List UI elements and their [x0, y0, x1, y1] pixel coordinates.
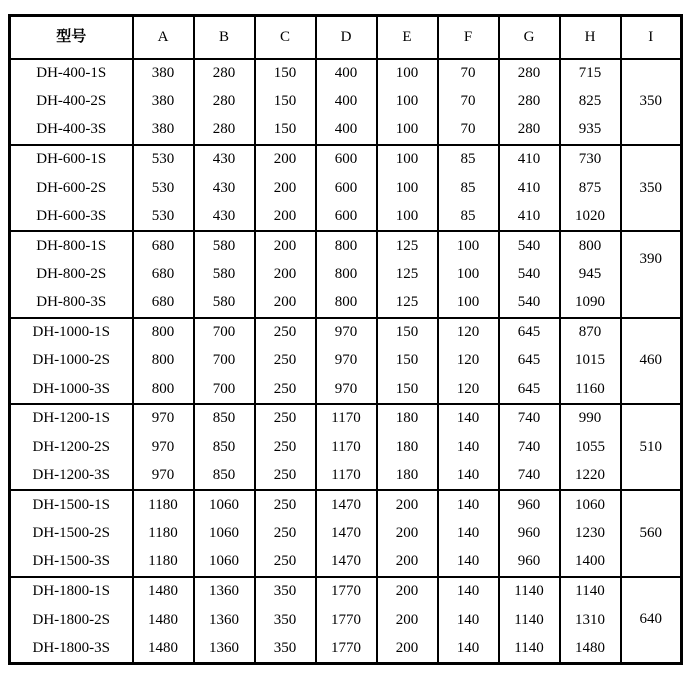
value-cell: 280 [194, 59, 255, 88]
value-cell: 645 [499, 375, 560, 404]
value-cell: 430 [194, 174, 255, 203]
value-cell: 350 [255, 606, 316, 635]
value-cell: 1160 [560, 375, 621, 404]
header-cell-a: A [133, 16, 194, 59]
value-cell: 970 [316, 318, 377, 347]
value-cell: 1180 [133, 548, 194, 577]
value-cell: 540 [499, 289, 560, 318]
table-row [10, 404, 682, 433]
value-cell: 870 [560, 318, 621, 347]
value-cell: 85 [438, 145, 499, 174]
value-cell: 410 [499, 202, 560, 231]
table-row [10, 606, 682, 635]
model-cell: DH-600-1S [10, 145, 133, 174]
value-cell: 140 [438, 490, 499, 519]
model-cell: DH-1500-1S [10, 490, 133, 519]
value-cell: 70 [438, 116, 499, 145]
header-cell-i: I [621, 16, 682, 59]
model-cell: DH-600-3S [10, 202, 133, 231]
table-row [10, 116, 682, 145]
model-cell: DH-1200-2S [10, 433, 133, 462]
value-cell: 200 [377, 606, 438, 635]
value-cell: 1400 [560, 548, 621, 577]
table-row [10, 174, 682, 203]
table-row [10, 202, 682, 231]
value-cell: 200 [377, 548, 438, 577]
value-cell: 250 [255, 519, 316, 548]
value-cell: 100 [438, 289, 499, 318]
value-cell: 800 [316, 260, 377, 289]
value-cell: 600 [316, 145, 377, 174]
value-cell: 250 [255, 548, 316, 577]
model-cell: DH-1000-2S [10, 346, 133, 375]
value-cell: 1360 [194, 634, 255, 663]
value-cell: 1770 [316, 606, 377, 635]
value-cell: 1470 [316, 548, 377, 577]
value-cell: 140 [438, 606, 499, 635]
table-row [10, 318, 682, 347]
spec-table [8, 14, 683, 665]
table-row [10, 490, 682, 519]
value-cell: 945 [560, 260, 621, 289]
spec-table-wrap [8, 14, 683, 665]
value-cell: 740 [499, 462, 560, 491]
value-cell: 850 [194, 433, 255, 462]
group-dh1000 [10, 318, 682, 404]
value-cell: 800 [316, 231, 377, 260]
value-cell: 100 [377, 174, 438, 203]
header-cell-f: F [438, 16, 499, 59]
table-row [10, 519, 682, 548]
value-cell: 1180 [133, 519, 194, 548]
model-cell: DH-400-3S [10, 116, 133, 145]
value-cell: 800 [133, 346, 194, 375]
value-cell: 200 [255, 260, 316, 289]
model-cell: DH-800-1S [10, 231, 133, 260]
group-dh1500 [10, 490, 682, 576]
value-cell: 430 [194, 145, 255, 174]
value-cell: 1140 [499, 606, 560, 635]
model-cell: DH-1800-2S [10, 606, 133, 635]
value-cell: 1060 [560, 490, 621, 519]
value-cell: 125 [377, 289, 438, 318]
value-cell: 125 [377, 231, 438, 260]
value-cell: 580 [194, 289, 255, 318]
group-dh1200 [10, 404, 682, 490]
value-cell: 140 [438, 634, 499, 663]
header-row [10, 16, 682, 59]
value-cell: 970 [133, 404, 194, 433]
value-cell: 350 [255, 577, 316, 606]
value-cell: 680 [133, 231, 194, 260]
table-row [10, 462, 682, 491]
value-cell: 1170 [316, 404, 377, 433]
value-cell: 200 [377, 577, 438, 606]
value-cell: 380 [133, 87, 194, 116]
value-cell: 150 [255, 87, 316, 116]
header-cell-h: H [560, 16, 621, 59]
value-cell: 250 [255, 462, 316, 491]
value-cell: 410 [499, 174, 560, 203]
table-row [10, 346, 682, 375]
value-cell: 280 [499, 59, 560, 88]
value-cell: 1060 [194, 519, 255, 548]
value-cell: 200 [255, 289, 316, 318]
value-cell: 530 [133, 202, 194, 231]
table-row [10, 231, 682, 260]
value-cell: 180 [377, 404, 438, 433]
table-row [10, 375, 682, 404]
value-cell: 1140 [499, 577, 560, 606]
i-value-cell: 460 [621, 318, 682, 404]
value-cell: 350 [255, 634, 316, 663]
value-cell: 280 [194, 87, 255, 116]
value-cell: 530 [133, 174, 194, 203]
value-cell: 180 [377, 433, 438, 462]
value-cell: 140 [438, 404, 499, 433]
i-value-cell: 510 [621, 404, 682, 490]
header-cell-b: B [194, 16, 255, 59]
value-cell: 800 [316, 289, 377, 318]
value-cell: 100 [377, 116, 438, 145]
value-cell: 100 [438, 231, 499, 260]
value-cell: 645 [499, 318, 560, 347]
value-cell: 970 [133, 462, 194, 491]
value-cell: 700 [194, 346, 255, 375]
value-cell: 150 [255, 59, 316, 88]
table-row [10, 289, 682, 318]
value-cell: 150 [377, 375, 438, 404]
header-cell-d: D [316, 16, 377, 59]
value-cell: 680 [133, 260, 194, 289]
i-value-cell: 350 [621, 59, 682, 145]
value-cell: 380 [133, 116, 194, 145]
value-cell: 150 [377, 318, 438, 347]
value-cell: 1060 [194, 548, 255, 577]
value-cell: 100 [377, 145, 438, 174]
value-cell: 120 [438, 346, 499, 375]
value-cell: 1180 [133, 490, 194, 519]
group-dh800 [10, 231, 682, 317]
value-cell: 125 [377, 260, 438, 289]
value-cell: 970 [316, 375, 377, 404]
header-cell-g: G [499, 16, 560, 59]
value-cell: 100 [377, 87, 438, 116]
table-header [10, 16, 682, 59]
value-cell: 200 [377, 490, 438, 519]
value-cell: 280 [499, 116, 560, 145]
value-cell: 250 [255, 346, 316, 375]
value-cell: 85 [438, 174, 499, 203]
value-cell: 1360 [194, 606, 255, 635]
value-cell: 140 [438, 462, 499, 491]
table-row [10, 87, 682, 116]
value-cell: 1230 [560, 519, 621, 548]
value-cell: 430 [194, 202, 255, 231]
table-row [10, 634, 682, 663]
table-row [10, 433, 682, 462]
value-cell: 850 [194, 404, 255, 433]
table-row [10, 260, 682, 289]
model-cell: DH-1500-3S [10, 548, 133, 577]
value-cell: 800 [133, 318, 194, 347]
value-cell: 280 [499, 87, 560, 116]
value-cell: 150 [377, 346, 438, 375]
value-cell: 1015 [560, 346, 621, 375]
value-cell: 1480 [133, 577, 194, 606]
value-cell: 1310 [560, 606, 621, 635]
value-cell: 970 [133, 433, 194, 462]
value-cell: 730 [560, 145, 621, 174]
value-cell: 1055 [560, 433, 621, 462]
value-cell: 200 [255, 145, 316, 174]
table-row [10, 145, 682, 174]
value-cell: 875 [560, 174, 621, 203]
model-cell: DH-1800-3S [10, 634, 133, 663]
value-cell: 410 [499, 145, 560, 174]
value-cell: 140 [438, 519, 499, 548]
value-cell: 400 [316, 87, 377, 116]
table-row [10, 59, 682, 88]
i-value-cell: 560 [621, 490, 682, 576]
value-cell: 200 [377, 519, 438, 548]
value-cell: 740 [499, 433, 560, 462]
value-cell: 250 [255, 433, 316, 462]
value-cell: 1770 [316, 634, 377, 663]
model-cell: DH-1000-1S [10, 318, 133, 347]
value-cell: 400 [316, 59, 377, 88]
value-cell: 935 [560, 116, 621, 145]
value-cell: 250 [255, 318, 316, 347]
value-cell: 150 [255, 116, 316, 145]
value-cell: 380 [133, 59, 194, 88]
model-cell: DH-1800-1S [10, 577, 133, 606]
header-cell-model: 型号 [10, 16, 133, 59]
model-cell: DH-400-2S [10, 87, 133, 116]
value-cell: 70 [438, 59, 499, 88]
value-cell: 70 [438, 87, 499, 116]
value-cell: 100 [377, 59, 438, 88]
value-cell: 140 [438, 433, 499, 462]
value-cell: 1170 [316, 462, 377, 491]
value-cell: 400 [316, 116, 377, 145]
table-row [10, 548, 682, 577]
value-cell: 960 [499, 548, 560, 577]
model-cell: DH-1500-2S [10, 519, 133, 548]
value-cell: 1060 [194, 490, 255, 519]
value-cell: 1020 [560, 202, 621, 231]
value-cell: 540 [499, 260, 560, 289]
value-cell: 600 [316, 174, 377, 203]
value-cell: 250 [255, 490, 316, 519]
model-cell: DH-400-1S [10, 59, 133, 88]
model-cell: DH-1200-3S [10, 462, 133, 491]
header-cell-e: E [377, 16, 438, 59]
value-cell: 715 [560, 59, 621, 88]
value-cell: 250 [255, 404, 316, 433]
value-cell: 645 [499, 346, 560, 375]
value-cell: 1480 [133, 606, 194, 635]
value-cell: 180 [377, 462, 438, 491]
i-value-cell: 640 [621, 577, 682, 663]
value-cell: 100 [438, 260, 499, 289]
i-value-cell: 350 [621, 145, 682, 231]
value-cell: 960 [499, 519, 560, 548]
value-cell: 700 [194, 318, 255, 347]
i-value-cell: 390 [621, 231, 682, 317]
value-cell: 1360 [194, 577, 255, 606]
value-cell: 250 [255, 375, 316, 404]
table-row [10, 577, 682, 606]
model-cell: DH-600-2S [10, 174, 133, 203]
value-cell: 1470 [316, 519, 377, 548]
value-cell: 1170 [316, 433, 377, 462]
header-cell-c: C [255, 16, 316, 59]
value-cell: 100 [377, 202, 438, 231]
value-cell: 1140 [560, 577, 621, 606]
value-cell: 200 [377, 634, 438, 663]
value-cell: 580 [194, 260, 255, 289]
value-cell: 700 [194, 375, 255, 404]
value-cell: 990 [560, 404, 621, 433]
value-cell: 1480 [560, 634, 621, 663]
value-cell: 120 [438, 318, 499, 347]
value-cell: 140 [438, 548, 499, 577]
group-dh400 [10, 59, 682, 145]
value-cell: 200 [255, 231, 316, 260]
value-cell: 580 [194, 231, 255, 260]
model-cell: DH-1000-3S [10, 375, 133, 404]
group-dh600 [10, 145, 682, 231]
model-cell: DH-1200-1S [10, 404, 133, 433]
group-dh1800 [10, 577, 682, 663]
value-cell: 680 [133, 289, 194, 318]
value-cell: 1480 [133, 634, 194, 663]
value-cell: 970 [316, 346, 377, 375]
value-cell: 960 [499, 490, 560, 519]
value-cell: 85 [438, 202, 499, 231]
model-cell: DH-800-2S [10, 260, 133, 289]
value-cell: 200 [255, 202, 316, 231]
value-cell: 140 [438, 577, 499, 606]
value-cell: 850 [194, 462, 255, 491]
value-cell: 540 [499, 231, 560, 260]
value-cell: 200 [255, 174, 316, 203]
value-cell: 740 [499, 404, 560, 433]
value-cell: 1770 [316, 577, 377, 606]
value-cell: 600 [316, 202, 377, 231]
value-cell: 120 [438, 375, 499, 404]
value-cell: 825 [560, 87, 621, 116]
model-cell: DH-800-3S [10, 289, 133, 318]
value-cell: 1220 [560, 462, 621, 491]
value-cell: 280 [194, 116, 255, 145]
value-cell: 530 [133, 145, 194, 174]
value-cell: 1470 [316, 490, 377, 519]
value-cell: 1090 [560, 289, 621, 318]
value-cell: 800 [560, 231, 621, 260]
value-cell: 800 [133, 375, 194, 404]
value-cell: 1140 [499, 634, 560, 663]
